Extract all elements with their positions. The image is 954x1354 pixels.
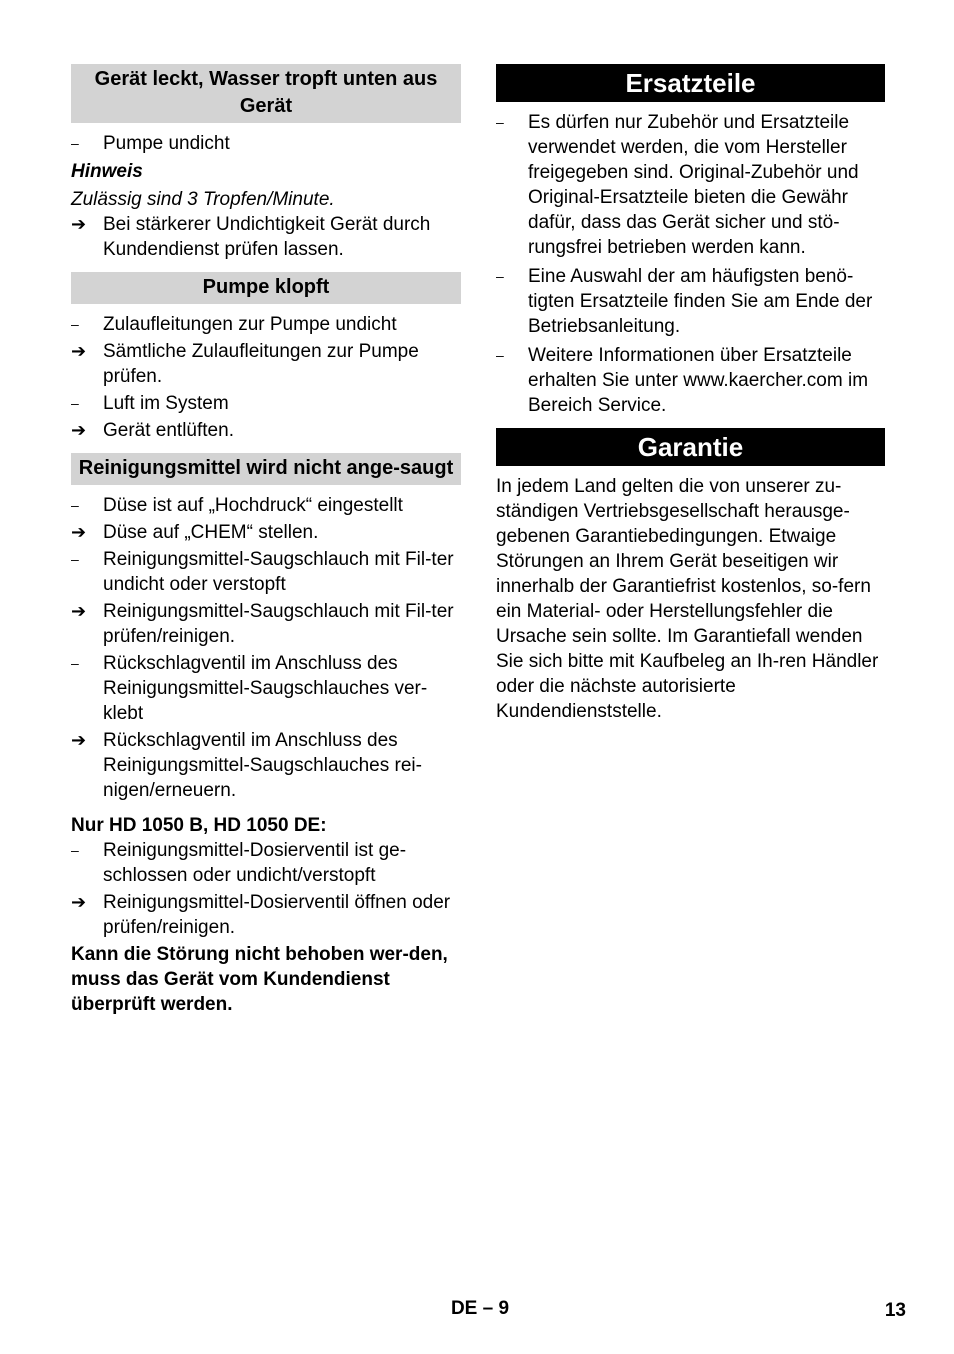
dash-marker: – — [496, 347, 504, 363]
list-item: – Luft im System — [71, 393, 229, 414]
arrow-right-icon: ➔ — [71, 420, 87, 440]
list-item: – Reinigungsmittel-Dosierventil ist ge-schlossen oder undicht/verstopft — [71, 840, 407, 886]
arrow-right-icon: ➔ — [71, 730, 87, 750]
arrow-right-icon: ➔ — [71, 892, 87, 912]
heading-garantie: Garantie — [496, 428, 885, 466]
closing-note: Kann die Störung nicht behoben wer-den, muss das Gerät vom Kundendienst überprüft werden. — [71, 944, 448, 1015]
dash-marker: – — [71, 655, 79, 671]
note-text: Zulässig sind 3 Tropfen/Minute. — [71, 189, 335, 210]
action-item: ➔ Bei stärkerer Undichtigkeit Gerät durch Kundendienst prüfen lassen. — [71, 214, 431, 260]
arrow-right-icon: ➔ — [71, 214, 87, 234]
list-item: – Düse ist auf „Hochdruck“ eingestellt — [71, 495, 403, 516]
dash-marker: – — [71, 316, 79, 332]
section-page-label: DE – 9 — [450, 1298, 510, 1319]
list-item: – Reinigungsmittel-Saugschlauch mit Fil-ter undicht oder verstopft — [71, 549, 454, 595]
list-item: – Es dürfen nur Zubehör und Ersatzteile verwendet werden, die vom Hersteller freigegeben sind. Original-Zubehör und Original-Ersatzteile bieten die Gewähr dafür, dass das Gerät sicher und stö-rungsfrei betrieben werden kann. — [496, 112, 859, 258]
section-heading-leak: Gerät leckt, Wasser tropft unten aus Gerät — [71, 64, 461, 123]
dash-marker: – — [496, 114, 504, 130]
list-item: – Weitere Informationen über Ersatzteile erhalten Sie unter www.kaercher.com im Bereich Service. — [496, 345, 869, 416]
dash-marker: – — [71, 497, 79, 513]
dash-marker: – — [71, 551, 79, 567]
action-item: ➔ Gerät entlüften. — [71, 420, 234, 441]
page-number: 13 — [884, 1300, 906, 1321]
dash-marker: – — [71, 395, 79, 411]
dash-marker: – — [71, 135, 79, 151]
right-column — [496, 64, 885, 724]
heading-ersatzteile: Ersatzteile — [496, 64, 885, 102]
dash-marker: – — [496, 268, 504, 284]
arrow-right-icon: ➔ — [71, 601, 87, 621]
list-item: – Pumpe undicht — [71, 133, 230, 154]
note-label: Hinweis — [71, 161, 143, 182]
action-item: ➔ Reinigungsmittel-Saugschlauch mit Fil-ter prüfen/reinigen. — [71, 601, 454, 647]
list-item: – Eine Auswahl der am häufigsten benö-tigten Ersatzteile finden Sie am Ende der Betriebsanleitung. — [496, 266, 873, 337]
list-item: – Zulaufleitungen zur Pumpe undicht — [71, 314, 397, 335]
action-item: ➔ Rückschlagventil im Anschluss des Reinigungsmittel-Saugschlauches rei-nigen/erneuern. — [71, 730, 422, 801]
warranty-text: In jedem Land gelten die von unserer zu-ständigen Vertriebsgesellschaft herausge-gebenen Garantiebedingungen. Etwaige Störungen an Ihrem Gerät beseitigen wir innerhalb der Garantiefrist kostenlos, so-fern ein Material- oder Herstellungsfehler die Ursache sein sollte. Im Garantiefall wenden Sie sich bitte mit Kaufbeleg an Ih-ren Händler oder die nächste autorisierte Kundendienststelle. — [496, 476, 879, 722]
dash-marker: – — [71, 842, 79, 858]
action-item: ➔ Reinigungsmittel-Dosierventil öffnen oder prüfen/reinigen. — [71, 892, 451, 938]
section-heading-pump-knocks: Pumpe klopft — [71, 272, 461, 304]
section-heading-detergent: Reinigungsmittel wird nicht ange-saugt — [71, 453, 461, 485]
arrow-right-icon: ➔ — [71, 341, 87, 361]
arrow-right-icon: ➔ — [71, 522, 87, 542]
list-item: – Rückschlagventil im Anschluss des Reinigungsmittel-Saugschlauches ver-klebt — [71, 653, 428, 724]
left-column — [71, 64, 461, 1017]
action-item: ➔ Düse auf „CHEM“ stellen. — [71, 522, 319, 543]
model-subheading: Nur HD 1050 B, HD 1050 DE: — [71, 815, 327, 836]
action-item: ➔ Sämtliche Zulaufleitungen zur Pumpe prüfen. — [71, 341, 419, 387]
